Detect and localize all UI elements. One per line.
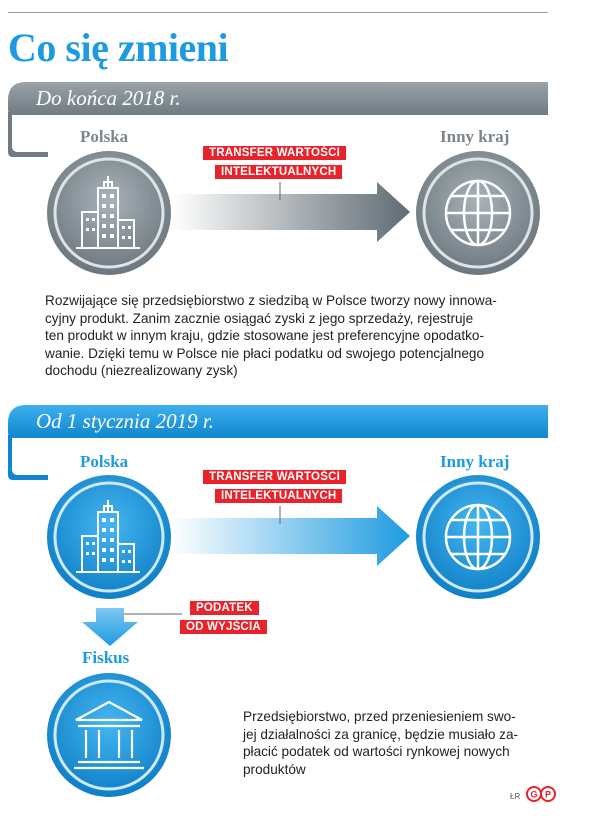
transfer-tag-line2: INTELEKTUALNYCH (215, 489, 342, 503)
section1-description-line: ten produkt w innym kraju, gdzie stosowane jest preferencyjne opodatko- (45, 328, 485, 343)
publisher-logo (526, 786, 556, 802)
section2-band-curl (8, 435, 48, 480)
section1-description-line: wanie. Dzięki temu w Polsce nie płaci podatku od swojego potencjalnego (45, 345, 485, 361)
globe-icon (413, 472, 543, 602)
bank-icon (44, 670, 174, 800)
tax-tag-line2: OD WYJŚCIA (180, 620, 267, 634)
globe-icon (413, 148, 543, 278)
section2-heading: Od 1 stycznia 2019 r. (36, 409, 214, 433)
section2-description (243, 708, 563, 778)
building-icon (44, 148, 174, 278)
section2-transfer-tag (203, 470, 346, 504)
section2-band (8, 405, 548, 438)
transfer-tag-line2: INTELEKTUALNYCH (215, 165, 342, 179)
section1-to-label: Inny kraj (440, 127, 510, 146)
section1-transfer-tag (203, 146, 346, 180)
transfer-tag-line1: TRANSFER WARTOŚCI (203, 470, 346, 484)
tax-tag-line1: PODATEK (190, 601, 259, 615)
section2-to-label: Inny kraj (440, 452, 510, 471)
section2-description-line: Przedsiębiorstwo, przed przeniesieniem swo- (243, 709, 516, 724)
section1-description-line: dochodu (niezrealizowany zysk) (45, 363, 238, 378)
section1-description-line: Rozwijające się przedsiębiorstwo z siedzibą w Polsce tworzy nowy innowa- (45, 293, 497, 308)
section1-description-line: cyjny produkt. Zanim zacznie osiągać zyski z jego sprzedaży, rejestruje (45, 310, 474, 326)
author-initials: ŁR (510, 792, 521, 801)
section2-description-line: płacić podatek od wartości rynkowej nowych (243, 744, 510, 759)
top-rule (8, 12, 548, 13)
svg-text:P: P (544, 789, 552, 800)
section1-heading: Do końca 2018 r. (36, 86, 181, 110)
section1-band-curl (8, 112, 48, 157)
transfer-tag-line1: TRANSFER WARTOŚCI (203, 146, 346, 160)
arrow-down-icon (80, 608, 140, 648)
section1-description (45, 292, 565, 380)
page-title: Co się zmieni (8, 25, 229, 70)
authority-label: Fiskus (82, 648, 130, 667)
section1-band (8, 82, 548, 115)
section2-from-label: Polska (80, 452, 129, 471)
gp-logo-icon (526, 786, 556, 802)
transfer-arrow-icon (172, 506, 412, 566)
section1-from-label: Polska (80, 127, 129, 146)
section2-description-line: produktów (243, 761, 306, 777)
section2-description-line: jej działalności za granicę, będzie musiało za- (243, 726, 519, 742)
tax-tag (180, 598, 267, 635)
transfer-arrow-icon (172, 182, 412, 242)
building-icon (44, 472, 174, 602)
svg-text:G: G (530, 789, 538, 800)
